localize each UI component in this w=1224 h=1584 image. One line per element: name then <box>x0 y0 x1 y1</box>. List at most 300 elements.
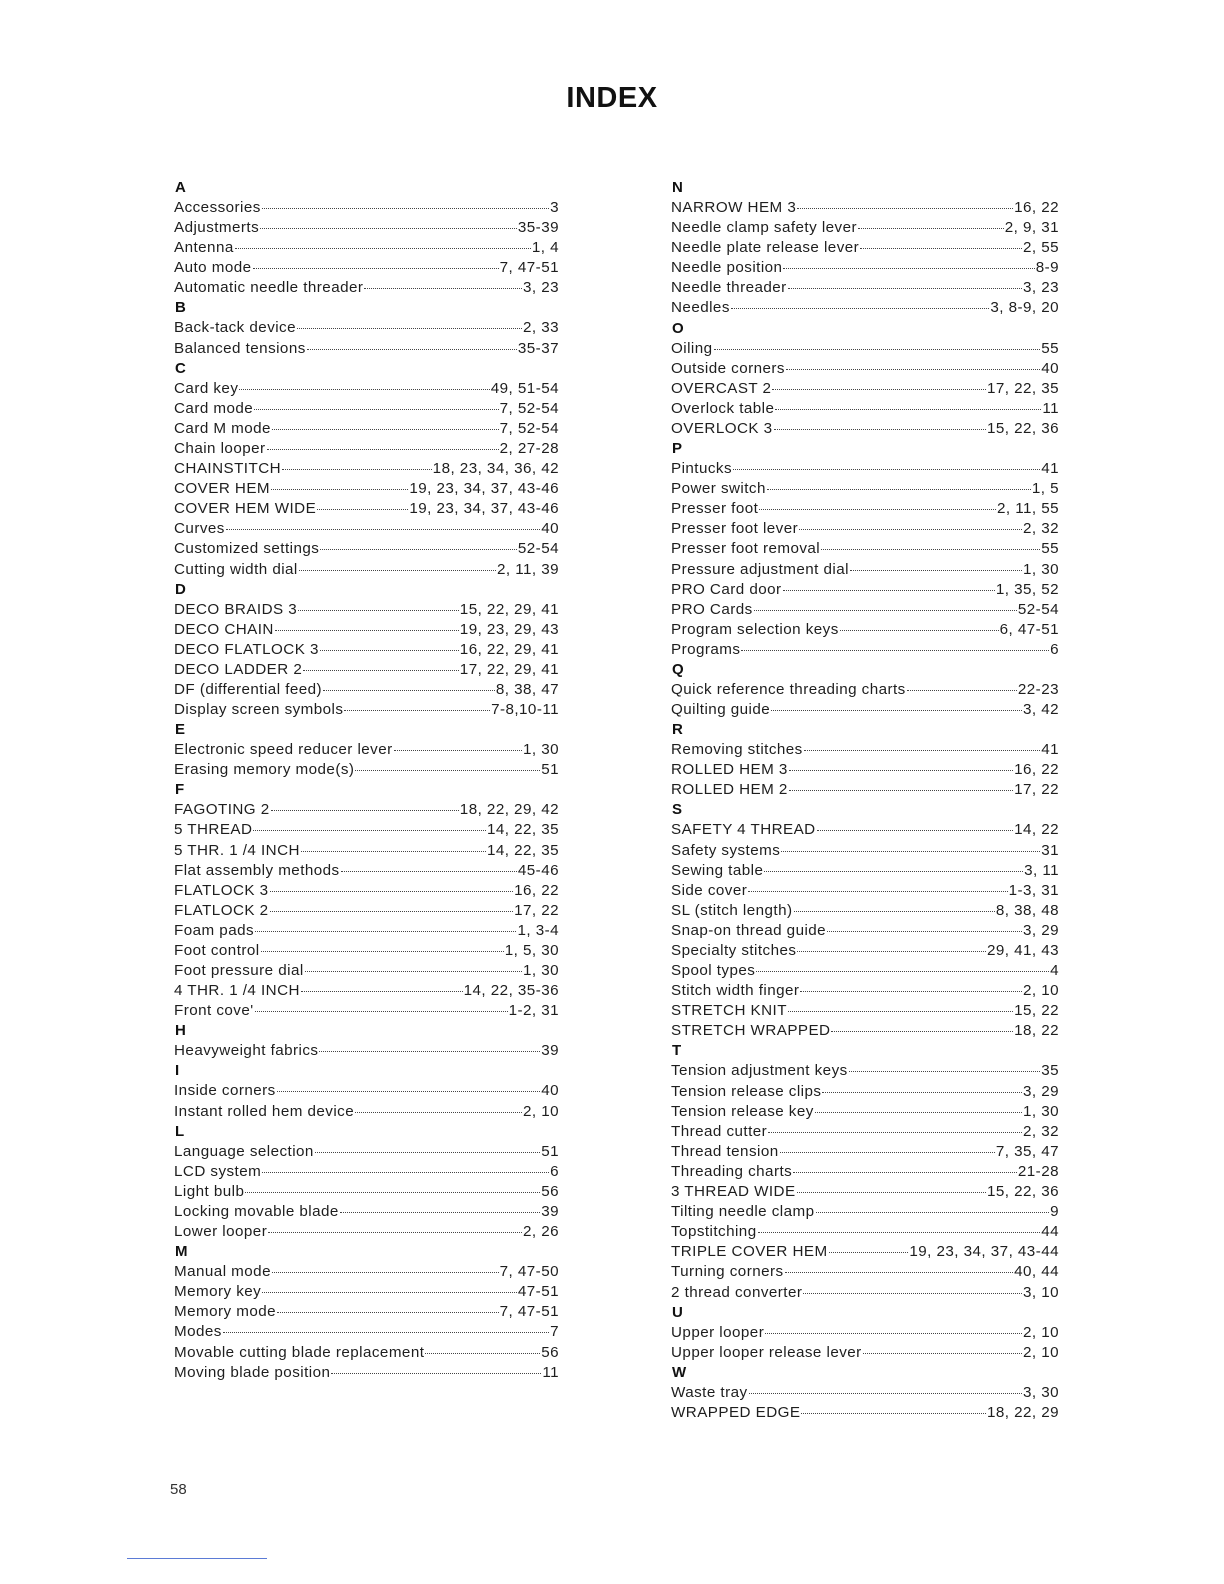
index-entry-pages: 51 <box>541 1142 559 1160</box>
index-entry-pages: 6 <box>1050 640 1059 658</box>
index-entry-term: Pintucks <box>671 460 732 478</box>
index-entry <box>174 1081 559 1101</box>
index-entry-term: Back-tack device <box>174 319 296 337</box>
index-letter-heading: I <box>175 1062 180 1080</box>
index-entry-term: Language selection <box>174 1142 314 1160</box>
index-entry-term: Light bulb <box>174 1182 245 1200</box>
index-entry-term: Programs <box>671 640 741 658</box>
index-entry <box>174 961 559 981</box>
index-entry <box>174 861 559 881</box>
dot-leader <box>235 247 531 249</box>
index-entry-pages: 1, 30 <box>1022 1102 1059 1120</box>
dot-leader <box>821 548 1040 550</box>
index-entry-term: PRO Card door <box>671 580 782 598</box>
index-entry-term: Tension release key <box>671 1102 814 1120</box>
index-entry <box>671 941 1059 961</box>
index-entry-term: Heavyweight fabrics <box>174 1042 319 1060</box>
dot-leader <box>298 609 459 611</box>
index-entry-pages: 39 <box>541 1042 559 1060</box>
index-entry <box>671 981 1059 1001</box>
index-entry-pages: 3, 29 <box>1022 1082 1059 1100</box>
index-entry-pages: 2, 10 <box>522 1102 559 1120</box>
dot-leader <box>775 408 1041 410</box>
index-entry <box>671 820 1059 840</box>
index-entry <box>671 680 1059 700</box>
index-entry-pages: 35 <box>1041 1062 1059 1080</box>
index-entry <box>174 1363 559 1383</box>
index-entry <box>671 258 1059 278</box>
dot-leader <box>301 990 463 992</box>
index-entry <box>174 680 559 700</box>
index-entry-pages: 15, 22, 36 <box>986 419 1059 437</box>
dot-leader <box>799 528 1022 530</box>
index-entry-term: Sewing table <box>671 861 764 879</box>
index-entry-term: WRAPPED EDGE <box>671 1403 801 1421</box>
index-entry-term: FLATLOCK 3 <box>174 881 269 899</box>
index-entry-pages: 18, 22, 29 <box>986 1403 1059 1421</box>
dot-leader <box>768 1131 1022 1133</box>
index-entry <box>671 1323 1059 1343</box>
dot-leader <box>793 1171 1017 1173</box>
index-entry-pages: 2, 10 <box>1022 1323 1059 1341</box>
index-entry-term: Tilting needle clamp <box>671 1203 815 1221</box>
index-entry-pages: 3, 42 <box>1022 701 1059 719</box>
index-entry-pages: 19, 23, 34, 37, 43-46 <box>409 500 559 518</box>
index-entry-pages: 41 <box>1041 741 1059 759</box>
index-entry-pages: 8, 38, 47 <box>495 680 559 698</box>
index-letter-heading: C <box>175 359 186 377</box>
index-entry-term: Foot control <box>174 942 260 959</box>
dot-leader <box>320 649 459 651</box>
index-entry <box>174 198 559 218</box>
index-entry-pages: 19, 23, 34, 37, 43-46 <box>409 480 559 498</box>
dot-leader <box>788 1010 1013 1012</box>
index-entry <box>671 1142 1059 1162</box>
dot-leader <box>271 488 408 490</box>
index-letter-heading: P <box>672 440 683 458</box>
dot-leader <box>355 769 540 771</box>
index-entry-term: Lower looper <box>174 1223 268 1241</box>
index-entry-pages: 1, 35, 52 <box>995 580 1059 598</box>
index-entry-term: DECO BRAIDS 3 <box>174 600 298 618</box>
index-entry-term: STRETCH KNIT <box>671 1002 787 1020</box>
index-entry-term: Tension adjustment keys <box>671 1062 848 1080</box>
index-entry <box>174 841 559 861</box>
index-entry-term: Presser foot lever <box>671 520 799 538</box>
index-letter-heading: E <box>175 721 186 739</box>
index-entry-term: Instant rolled hem device <box>174 1102 355 1120</box>
index-entry-term: DECO FLATLOCK 3 <box>174 640 319 658</box>
index-entry-term: Memory mode <box>174 1303 277 1321</box>
dot-leader <box>759 508 996 510</box>
index-entry-pages: 3, 11 <box>1024 861 1059 879</box>
dot-leader <box>355 1111 522 1113</box>
index-entry-pages: 52-54 <box>517 540 559 558</box>
index-entry-term: NARROW HEM 3 <box>671 199 797 216</box>
index-entry <box>671 881 1059 901</box>
index-entry-term: Spool types <box>671 962 756 980</box>
index-entry <box>671 539 1059 559</box>
index-entry-term: Turning corners <box>671 1263 784 1281</box>
index-entry-pages: 2, 32 <box>1022 1122 1059 1140</box>
dot-leader <box>756 970 1049 972</box>
dot-leader <box>771 709 1022 711</box>
dot-leader <box>262 207 549 209</box>
index-entry <box>671 1242 1059 1262</box>
index-entry <box>671 760 1059 780</box>
index-entry <box>671 1262 1059 1282</box>
index-entry-pages: 1, 30 <box>1022 560 1059 578</box>
index-entry-pages: 15, 22, 29, 41 <box>459 600 559 618</box>
index-entry <box>174 318 559 338</box>
index-entry <box>174 419 559 439</box>
index-entry-pages: 22-23 <box>1017 680 1059 698</box>
index-entry-pages: 7, 47-51 <box>499 259 559 277</box>
dot-leader <box>272 1271 499 1273</box>
dot-leader <box>849 1070 1041 1072</box>
dot-leader <box>765 1332 1022 1334</box>
index-entry-pages: 14, 22 <box>1014 821 1059 839</box>
index-entry <box>174 660 559 680</box>
dot-leader <box>344 709 490 711</box>
index-entry <box>671 901 1059 921</box>
index-entry-pages: 1-2, 31 <box>508 1002 559 1020</box>
dot-leader <box>262 1291 517 1293</box>
index-entry-pages: 44 <box>1041 1223 1059 1241</box>
index-entry <box>174 921 559 941</box>
index-entry-term: Customized settings <box>174 540 320 558</box>
index-entry-term: Curves <box>174 520 225 538</box>
dot-leader <box>741 649 1049 651</box>
index-letter-heading: B <box>175 299 186 317</box>
dot-leader <box>253 829 486 831</box>
index-entry-term: Oiling <box>671 339 713 357</box>
index-entry-pages: 45-46 <box>517 861 559 879</box>
index-entry-pages: 17, 22 <box>514 901 559 919</box>
index-entry <box>671 921 1059 941</box>
dot-leader <box>253 267 499 269</box>
index-entry-term: FLATLOCK 2 <box>174 901 269 919</box>
index-entry <box>671 1162 1059 1182</box>
dot-leader <box>815 1111 1022 1113</box>
index-entry <box>671 780 1059 800</box>
dot-leader <box>277 1311 499 1313</box>
dot-leader <box>323 689 495 691</box>
index-entry-pages: 2, 26 <box>522 1223 559 1241</box>
index-entry <box>174 760 559 780</box>
index-entry-term: Adjustmerts <box>174 219 260 237</box>
index-entry-term: Manual mode <box>174 1263 271 1281</box>
dot-leader <box>789 769 1013 771</box>
index-entry-pages: 1, 5 <box>1031 480 1059 498</box>
index-entry <box>174 1222 559 1242</box>
index-entry <box>174 539 559 559</box>
dot-leader <box>260 227 517 229</box>
index-entry <box>174 800 559 820</box>
index-entry-term: Specialty stitches <box>671 942 797 959</box>
index-entry-term: Topstitching <box>671 1223 757 1241</box>
index-entry-pages: 15, 22 <box>1014 1002 1059 1020</box>
index-entry-pages: 29, 41, 43 <box>986 942 1059 959</box>
dot-leader <box>305 970 522 972</box>
dot-leader <box>783 267 1034 269</box>
index-entry-term: Card M mode <box>174 419 271 437</box>
index-letter-heading: O <box>672 319 684 337</box>
index-entry-pages: 19, 23, 34, 37, 43-44 <box>909 1243 1059 1261</box>
index-entry-term: Stitch width finger <box>671 982 800 1000</box>
index-entry-term: Presser foot <box>671 500 759 518</box>
index-entry-term: Card mode <box>174 399 254 417</box>
index-entry-term: SL (stitch length) <box>671 901 793 919</box>
index-entry-pages: 7 <box>550 1323 559 1341</box>
index-entry-pages: 16, 22 <box>514 881 559 899</box>
index-entry-term: Thread cutter <box>671 1122 768 1140</box>
index-entry-pages: 7, 35, 47 <box>995 1142 1059 1160</box>
index-entry-term: FAGOTING 2 <box>174 801 270 819</box>
index-entry <box>671 1202 1059 1222</box>
dot-leader <box>829 1251 909 1253</box>
index-entry-term: Pressure adjustment dial <box>671 560 849 578</box>
index-entry <box>671 1001 1059 1021</box>
dot-leader <box>261 950 504 952</box>
index-entry <box>671 861 1059 881</box>
index-entry-pages: 1, 3-4 <box>517 921 559 939</box>
index-entry-term: CHAINSTITCH <box>174 460 282 478</box>
dot-leader <box>255 1010 508 1012</box>
index-entry-term: SAFETY 4 THREAD <box>671 821 816 839</box>
index-entry-pages: 14, 22, 35 <box>486 821 559 839</box>
index-entry <box>671 379 1059 399</box>
index-entry-term: Needle position <box>671 259 783 277</box>
index-entry <box>174 560 559 580</box>
index-entry <box>174 881 559 901</box>
index-entry <box>671 600 1059 620</box>
index-entry <box>174 901 559 921</box>
index-entry <box>671 1283 1059 1303</box>
index-entry <box>671 1082 1059 1102</box>
index-entry <box>174 459 559 479</box>
index-entry <box>671 198 1059 218</box>
index-entry-term: Card key <box>174 379 239 397</box>
index-entry-term: Foot pressure dial <box>174 962 304 980</box>
index-entry-pages: 16, 22 <box>1014 761 1059 779</box>
index-entry-pages: 4 <box>1050 962 1059 980</box>
index-entry-term: Overlock table <box>671 399 775 417</box>
index-column-left <box>174 178 559 1383</box>
index-entry <box>174 1282 559 1302</box>
index-entry-term: Power switch <box>671 480 766 498</box>
dot-leader <box>319 1050 540 1052</box>
index-entry <box>671 1102 1059 1122</box>
index-entry-term: ROLLED HEM 2 <box>671 781 788 799</box>
dot-leader <box>783 589 995 591</box>
index-entry-term: Tension release clips <box>671 1082 822 1100</box>
index-entry <box>174 519 559 539</box>
index-entry <box>671 1021 1059 1041</box>
footer-rule <box>127 1558 267 1559</box>
index-entry-pages: 3, 8-9, 20 <box>990 299 1059 317</box>
dot-leader <box>340 1211 540 1213</box>
index-entry-pages: 17, 22, 35 <box>986 379 1059 397</box>
index-entry <box>174 620 559 640</box>
index-entry-pages: 2, 55 <box>1022 239 1059 257</box>
index-entry <box>671 1222 1059 1242</box>
index-entry-term: Modes <box>174 1323 222 1341</box>
index-entry-term: 5 THR. 1 /4 INCH <box>174 841 300 859</box>
index-entry-pages: 47-51 <box>517 1283 559 1301</box>
index-entry-term: TRIPLE COVER HEM <box>671 1243 828 1261</box>
dot-leader <box>801 1412 985 1414</box>
index-entry <box>671 399 1059 419</box>
index-entry-pages: 18, 22, 29, 42 <box>459 801 559 819</box>
index-entry-term: Needle threader <box>671 279 787 297</box>
index-entry-term: Auto mode <box>174 259 252 277</box>
index-entry-term: Waste tray <box>671 1383 748 1401</box>
dot-leader <box>786 368 1040 370</box>
index-entry <box>671 238 1059 258</box>
dot-leader <box>282 468 432 470</box>
index-entry <box>671 700 1059 720</box>
index-entry <box>671 278 1059 298</box>
index-entry <box>671 1122 1059 1142</box>
index-entry <box>174 1142 559 1162</box>
index-entry-pages: 2, 33 <box>522 319 559 337</box>
index-entry-term: Flat assembly methods <box>174 861 340 879</box>
index-letter-heading: R <box>672 721 683 739</box>
index-entry <box>671 499 1059 519</box>
index-letter-heading: Q <box>672 660 684 678</box>
dot-leader <box>816 1211 1050 1213</box>
index-entry-pages: 51 <box>541 761 559 779</box>
dot-leader <box>764 870 1023 872</box>
dot-leader <box>394 749 522 751</box>
index-entry-term: Quilting guide <box>671 701 771 719</box>
index-entry-pages: 7, 47-51 <box>499 1303 559 1321</box>
index-entry <box>174 499 559 519</box>
index-entry-pages: 14, 22, 35 <box>486 841 559 859</box>
dot-leader <box>817 829 1013 831</box>
index-entry-term: Electronic speed reducer lever <box>174 741 393 759</box>
index-entry-term: DECO CHAIN <box>174 620 274 638</box>
index-letter-heading: M <box>175 1243 188 1261</box>
index-entry-pages: 8, 38, 48 <box>995 901 1059 919</box>
dot-leader <box>850 569 1022 571</box>
index-entry-pages: 18, 23, 34, 36, 42 <box>432 460 559 478</box>
index-entry <box>174 399 559 419</box>
dot-leader <box>267 448 499 450</box>
dot-leader <box>758 1231 1041 1233</box>
index-entry-term: Snap-on thread guide <box>671 921 827 939</box>
index-entry <box>174 1322 559 1342</box>
index-entry-term: Upper looper release lever <box>671 1343 862 1361</box>
index-entry-pages: 2, 10 <box>1022 1343 1059 1361</box>
index-entry <box>671 519 1059 539</box>
index-entry <box>671 1343 1059 1363</box>
index-entry-pages: 6, 47-51 <box>999 620 1059 638</box>
index-entry <box>671 640 1059 660</box>
index-entry-pages: 2, 9, 31 <box>1004 219 1059 237</box>
index-entry <box>174 479 559 499</box>
index-entry-pages: 55 <box>1041 339 1059 357</box>
index-column-right <box>671 178 1059 1423</box>
index-entry <box>174 218 559 238</box>
index-entry-term: OVERLOCK 3 <box>671 419 773 437</box>
index-entry-term: COVER HEM <box>174 480 271 498</box>
index-entry <box>671 740 1059 760</box>
index-entry <box>174 1162 559 1182</box>
dot-leader <box>262 1171 549 1173</box>
dot-leader <box>749 1392 1022 1394</box>
dot-leader <box>239 388 489 390</box>
index-entry <box>174 1182 559 1202</box>
dot-leader <box>780 1151 995 1153</box>
dot-leader <box>277 1090 541 1092</box>
dot-leader <box>803 1292 1022 1294</box>
dot-leader <box>774 428 986 430</box>
dot-leader <box>331 1372 541 1374</box>
index-entry <box>174 278 559 298</box>
index-entry <box>174 1202 559 1222</box>
index-letter-heading: A <box>175 179 186 196</box>
index-entry-pages: 2, 32 <box>1022 520 1059 538</box>
index-letter-heading: T <box>672 1042 682 1060</box>
index-entry <box>671 359 1059 379</box>
index-entry-term: Erasing memory mode(s) <box>174 761 355 779</box>
index-entry <box>174 439 559 459</box>
index-entry-term: 2 thread converter <box>671 1283 803 1301</box>
index-entry-pages: 35-39 <box>517 219 559 237</box>
dot-leader <box>299 569 496 571</box>
index-letter-heading: U <box>672 1303 683 1321</box>
dot-leader <box>797 207 1013 209</box>
dot-leader <box>754 609 1017 611</box>
index-entry-pages: 41 <box>1041 460 1059 478</box>
index-entry-pages: 40 <box>541 520 559 538</box>
index-letter-heading: D <box>175 580 186 598</box>
index-entry-term: ROLLED HEM 3 <box>671 761 788 779</box>
index-entry-pages: 55 <box>1041 540 1059 558</box>
dot-leader <box>831 1030 1013 1032</box>
index-letter-heading: L <box>175 1122 185 1140</box>
index-entry-term: OVERCAST 2 <box>671 379 772 397</box>
index-entry <box>671 298 1059 318</box>
index-entry-pages: 40, 44 <box>1014 1263 1059 1281</box>
index-entry-term: Outside corners <box>671 359 785 377</box>
dot-leader <box>788 287 1022 289</box>
index-entry <box>174 640 559 660</box>
dot-leader <box>860 247 1022 249</box>
dot-leader <box>767 488 1031 490</box>
index-entry-pages: 2, 10 <box>1022 982 1059 1000</box>
dot-leader <box>731 307 989 309</box>
index-entry-pages: 1, 30 <box>522 962 559 980</box>
index-entry <box>174 1001 559 1021</box>
index-entry <box>671 1403 1059 1423</box>
index-entry-term: COVER HEM WIDE <box>174 500 317 518</box>
index-entry-term: Safety systems <box>671 841 781 859</box>
dot-leader <box>772 388 985 390</box>
dot-leader <box>245 1191 540 1193</box>
dot-leader <box>301 850 486 852</box>
index-entry-term: STRETCH WRAPPED <box>671 1022 831 1040</box>
index-entry-term: Removing stitches <box>671 741 803 759</box>
index-entry-pages: 52-54 <box>1017 600 1059 618</box>
index-entry-pages: 7, 47-50 <box>499 1263 559 1281</box>
index-entry-term: 3 THREAD WIDE <box>671 1183 796 1201</box>
dot-leader <box>297 327 522 329</box>
index-entry <box>671 560 1059 580</box>
index-letter-heading: S <box>672 801 683 819</box>
